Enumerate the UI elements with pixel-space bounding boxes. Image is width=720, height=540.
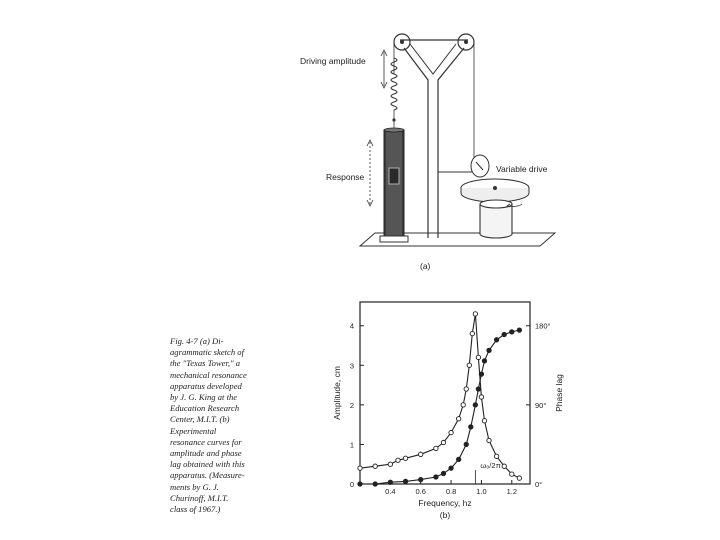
response-cylinder	[380, 128, 408, 242]
amplitude-point	[403, 456, 407, 460]
phase-point	[482, 359, 486, 363]
y-tick-label: 2	[349, 400, 354, 410]
phase-point	[358, 482, 362, 486]
phase-point	[441, 471, 445, 475]
x-tick-label: 0.4	[385, 487, 396, 496]
caption-line: amplitude and phase	[170, 448, 242, 459]
amplitude-point	[482, 418, 486, 422]
x-tick-label: 1.2	[506, 487, 518, 496]
amplitude-point	[456, 417, 460, 421]
phase-point	[517, 328, 521, 332]
amplitude-point	[479, 395, 483, 399]
caption-line: ments by G. J.	[170, 481, 219, 492]
phase-point	[373, 482, 377, 486]
caption-line: apparatus developed	[170, 380, 242, 391]
motor-turntable	[461, 179, 529, 238]
amplitude-point	[388, 462, 392, 466]
apparatus-sketch	[340, 18, 570, 273]
y-axis-title: Amplitude, cm	[332, 366, 342, 420]
apparatus-diagram	[300, 18, 570, 273]
amplitude-point	[476, 355, 480, 359]
phase-point	[434, 475, 438, 479]
y-tick-label: 4	[349, 321, 354, 331]
x-tick-label: 0.8	[445, 487, 457, 496]
caption-line: Center, M.I.T. (b)	[170, 414, 230, 425]
amplitude-point	[473, 312, 477, 316]
caption-line: Education Research	[170, 403, 240, 414]
phase-point	[476, 387, 480, 391]
x-axis-title: Frequency, hz	[418, 498, 472, 508]
x-tick-label: 0.6	[415, 487, 426, 496]
y2-tick-label: 90°	[535, 400, 547, 410]
amplitude-point	[510, 472, 514, 476]
amplitude-point	[419, 452, 423, 456]
variable-drive-label: Variable drive	[496, 164, 548, 174]
caption-line: the "Texas Tower," a	[170, 358, 241, 369]
amplitude-point	[494, 454, 498, 458]
amplitude-point	[487, 438, 491, 442]
amplitude-point	[461, 403, 465, 407]
phase-point	[502, 332, 506, 336]
resonance-chart	[328, 292, 578, 522]
caption-line: resonance curves for	[170, 436, 242, 447]
phase-point	[449, 466, 453, 470]
y-tick-label: 1	[349, 440, 354, 450]
amplitude-point	[373, 464, 377, 468]
phase-point	[510, 330, 514, 334]
y2-tick-label: 0°	[535, 480, 543, 489]
amplitude-point	[396, 458, 400, 462]
amplitude-point	[502, 464, 506, 468]
variable-drive-dial	[471, 155, 489, 177]
phase-point	[487, 348, 491, 352]
amplitude-point	[464, 387, 468, 391]
driving-amplitude-label: Driving amplitude	[300, 56, 366, 66]
y-tick-label: 3	[349, 361, 354, 371]
caption-line: by J. G. King at the	[170, 392, 238, 403]
frame-left-arm	[404, 48, 428, 238]
plot-frame	[360, 302, 530, 484]
frame-right-arm	[438, 48, 464, 238]
amplitude-point	[470, 331, 474, 335]
phase-point	[403, 479, 407, 483]
amplitude-point	[434, 446, 438, 450]
y-tick-label: 0	[349, 480, 354, 489]
amplitude-point	[517, 476, 521, 480]
phase-point	[464, 442, 468, 446]
phase-point	[494, 338, 498, 342]
x-tick-label: 1.0	[476, 487, 487, 496]
amplitude-point	[441, 440, 445, 444]
phase-point	[388, 480, 392, 484]
resonance-annotation: ω₀/2π	[480, 461, 501, 470]
caption-line: agrammatic sketch of	[170, 347, 244, 358]
y2-axis-title: Phase lag	[554, 374, 564, 412]
panel-a-label: (a)	[420, 261, 431, 271]
phase-point	[479, 372, 483, 376]
amplitude-point	[467, 363, 471, 367]
caption-line: class of 1967.)	[170, 504, 221, 515]
figure-caption	[170, 336, 282, 515]
caption-line: mechanical resonance	[170, 369, 247, 380]
caption-line: lag obtained with this	[170, 459, 245, 470]
caption-line: apparatus. (Measure-	[170, 470, 245, 481]
resonance-chart-svg	[328, 292, 578, 522]
caption-line: Fig. 4-7 (a) Di-	[170, 336, 224, 346]
caption-line: Experimental	[170, 425, 217, 436]
amplitude-point	[449, 430, 453, 434]
amplitude-point	[358, 466, 362, 470]
y2-tick-label: 180°	[535, 321, 551, 331]
phase-point	[473, 403, 477, 407]
phase-point	[456, 457, 460, 461]
phase-point	[419, 477, 423, 481]
phase-point	[469, 425, 473, 429]
panel-b-label: (b)	[439, 510, 451, 520]
caption-line: Churinoff, M.I.T.	[170, 492, 229, 503]
response-label: Response	[326, 172, 365, 182]
